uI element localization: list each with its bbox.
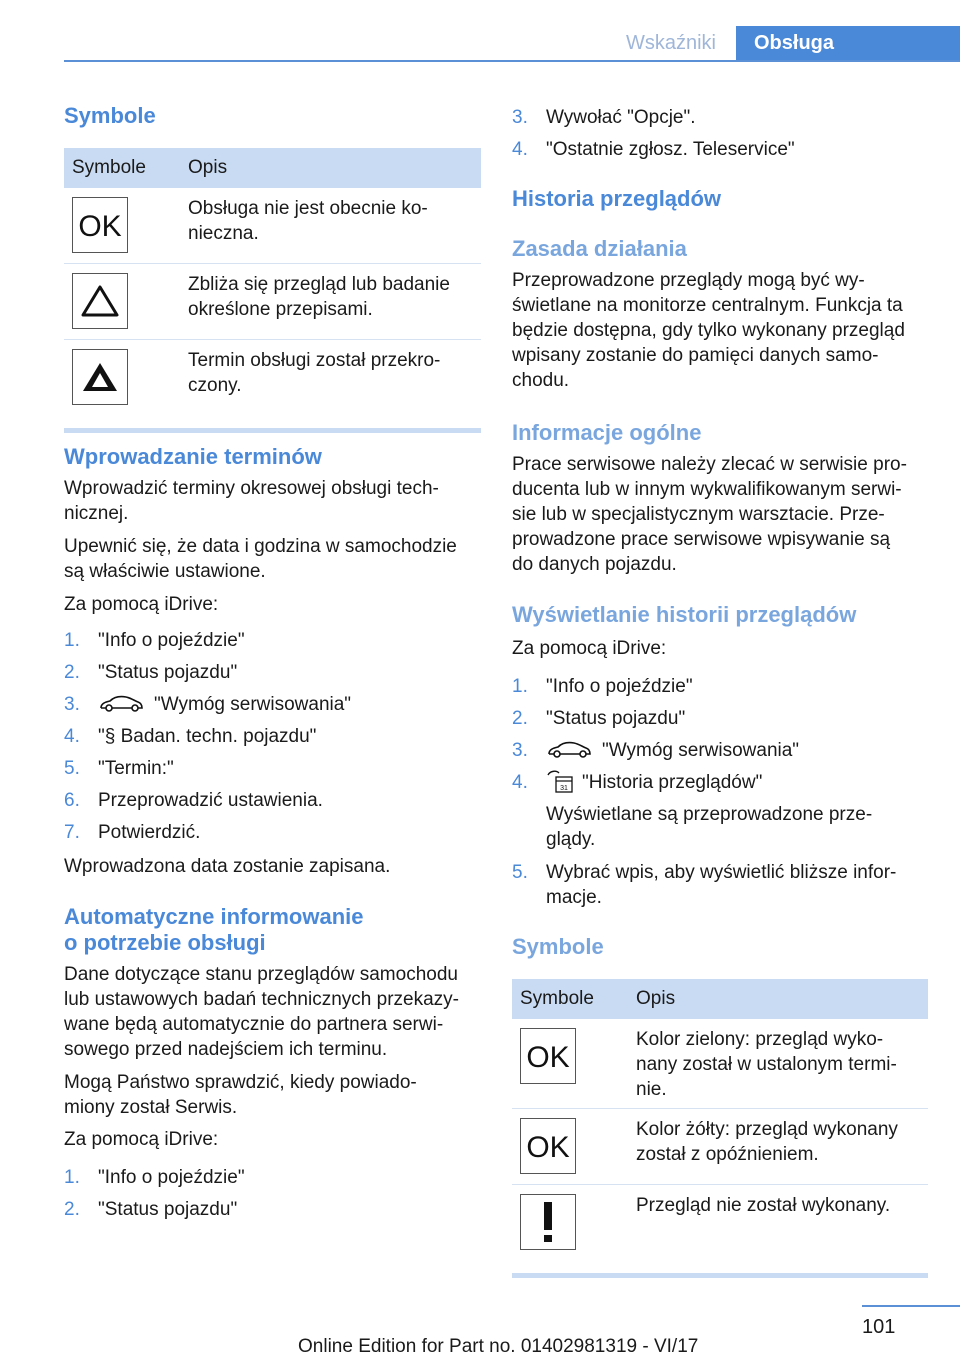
text-line: Przeprowadzone przeglądy mogą być wy- xyxy=(512,270,865,291)
step-number: 3. xyxy=(512,740,528,761)
section-title xyxy=(64,904,363,956)
list-item xyxy=(64,724,481,756)
col-desc-header: Opis xyxy=(636,988,676,1009)
ok-icon xyxy=(520,1118,576,1174)
paragraph xyxy=(64,1070,417,1120)
step-number: 1. xyxy=(64,1167,80,1188)
paragraph xyxy=(64,534,457,584)
text-line: wane będą automatycznie do partnera serwi- xyxy=(64,1014,444,1035)
svg-text:OK: OK xyxy=(526,1131,570,1161)
list-item xyxy=(64,788,481,820)
text-line: macje. xyxy=(546,887,602,908)
text-line: do danych pojazdu. xyxy=(512,554,677,575)
step-text: "Status pojazdu" xyxy=(546,708,686,729)
text-line: Wyświetlane są przeprowadzone prze- xyxy=(546,804,873,825)
step-number: 3. xyxy=(512,107,528,128)
step-text: "Termin:" xyxy=(98,758,174,779)
row-text: Kolor zielony: przegląd wyko- xyxy=(636,1029,884,1050)
row-text: Przegląd nie został wykonany. xyxy=(636,1195,891,1216)
step-number: 5. xyxy=(64,758,80,779)
list-item xyxy=(512,860,928,912)
paragraph xyxy=(64,476,439,526)
text-line: będzie dostępna, gdy tylko wykonany przegląd xyxy=(512,320,905,341)
step-text: Przeprowadzić ustawienia. xyxy=(98,790,323,811)
text-line: Prace serwisowe należy zlecać w serwisie pro- xyxy=(512,454,907,475)
text-line: Mogą Państwo sprawdzić, kiedy powiado- xyxy=(64,1072,417,1093)
text-line: są właściwie ustawione. xyxy=(64,561,266,582)
list-item xyxy=(64,1165,481,1197)
table-row xyxy=(512,1185,928,1261)
step-number: 2. xyxy=(512,708,528,729)
list-item xyxy=(64,820,481,852)
step-text: "Status pojazdu" xyxy=(98,662,238,683)
paragraph: Wprowadzona data zostanie zapisana. xyxy=(64,856,391,877)
list-item xyxy=(64,756,481,788)
row-text: czony. xyxy=(188,375,242,396)
text-line: nicznej. xyxy=(64,503,129,524)
step-number: 4. xyxy=(512,139,528,160)
header-divider xyxy=(64,60,960,62)
step-number: 7. xyxy=(64,822,80,843)
paragraph xyxy=(512,268,905,393)
paragraph: Za pomocą iDrive: xyxy=(64,594,219,615)
list-item xyxy=(64,628,481,660)
text-line: prowadzone prace serwisowe wpisywanie są xyxy=(512,529,891,550)
list-item xyxy=(64,692,481,724)
page-number: 101 xyxy=(862,1316,896,1338)
ok-icon xyxy=(72,197,128,253)
paragraph xyxy=(512,452,907,577)
symbols-heading-left: Symbole xyxy=(64,103,156,128)
row-text: Obsługa nie jest obecnie ko- xyxy=(188,198,428,219)
step-text: "Wymóg serwisowania" xyxy=(602,740,800,761)
step-text: "Historia przeglądów" xyxy=(582,772,763,793)
step-text: "Status pojazdu" xyxy=(98,1199,238,1220)
text-line: wpisany zostanie do pamięci danych samo- xyxy=(512,345,879,366)
symbols-table-left xyxy=(64,148,481,433)
section-title: Wprowadzanie terminów xyxy=(64,444,322,469)
paragraph xyxy=(64,962,459,1062)
step-text: "Info o pojeździe" xyxy=(98,630,245,651)
text-line: Upewnić się, że data i godzina w samochodzie xyxy=(64,536,457,557)
paragraph xyxy=(546,802,872,852)
step-number: 1. xyxy=(512,676,528,697)
text-line: glądy. xyxy=(546,829,596,850)
row-text: określone przepisami. xyxy=(188,299,373,320)
car-icon xyxy=(546,739,592,768)
step-text: "Wymóg serwisowania" xyxy=(154,694,352,715)
table-end-bar xyxy=(512,1273,928,1278)
text-line: ducenta lub w innym wykwalifikowanym serwi- xyxy=(512,479,902,500)
row-text: Kolor żółty: przegląd wykonany xyxy=(636,1119,898,1140)
list-item xyxy=(64,660,481,692)
col-symbol-header: Symbole xyxy=(72,157,146,178)
ok-icon xyxy=(520,1028,576,1084)
warning-triangle-filled-icon xyxy=(72,349,128,405)
table-row xyxy=(64,340,481,416)
title-line: Automatyczne informowanie xyxy=(64,904,364,929)
steps-list xyxy=(512,674,928,802)
table-header xyxy=(64,148,481,188)
list-item xyxy=(512,137,928,169)
table-header xyxy=(512,979,928,1019)
row-text: Termin obsługi został przekro- xyxy=(188,350,441,371)
tab-obsluga[interactable]: Obsługa xyxy=(736,26,960,62)
list-item xyxy=(512,706,928,738)
list-item xyxy=(512,738,928,770)
symbols-heading-right: Symbole xyxy=(512,934,604,959)
step-text: "Info o pojeździe" xyxy=(98,1167,245,1188)
symbols-table-right xyxy=(512,979,928,1278)
list-item xyxy=(64,1197,481,1229)
text-line: sowego przed nadejściem ich terminu. xyxy=(64,1039,388,1060)
step-number: 5. xyxy=(512,862,528,883)
table-row xyxy=(512,1019,928,1109)
row-text: nie. xyxy=(636,1079,667,1100)
col-desc-header: Opis xyxy=(188,157,228,178)
step-text: Potwierdzić. xyxy=(98,822,201,843)
service-calendar-icon xyxy=(546,767,576,802)
table-row xyxy=(64,264,481,340)
row-text: nany został w ustalonym termi- xyxy=(636,1054,897,1075)
step-number: 3. xyxy=(64,694,80,715)
tab-wskazniki[interactable]: Wskaźniki xyxy=(625,32,716,54)
step-text: Wywołać "Opcje". xyxy=(546,107,696,128)
section-title: Historia przeglądów xyxy=(512,186,722,211)
text-line: Dane dotyczące stanu przeglądów samochodu xyxy=(64,964,458,985)
paragraph: Za pomocą iDrive: xyxy=(512,638,667,659)
step-number: 6. xyxy=(64,790,80,811)
subsection-title: Informacje ogólne xyxy=(512,420,702,445)
steps-list xyxy=(512,860,928,912)
car-icon xyxy=(98,693,144,722)
title-line: o potrzebie obsługi xyxy=(64,930,266,955)
table-end-bar xyxy=(64,428,481,433)
steps-list xyxy=(64,628,481,852)
step-number: 4. xyxy=(512,772,528,793)
text-line: sie lub w specjalistycznym warsztacie. Prze- xyxy=(512,504,885,525)
warning-triangle-outline-icon xyxy=(72,273,128,329)
text-line: świetlane na monitorze centralnym. Funkcja ta xyxy=(512,295,903,316)
subsection-title: Zasada działania xyxy=(512,236,687,261)
text-line: Wprowadzić terminy okresowej obsługi tech- xyxy=(64,478,439,499)
subsection-title: Wyświetlanie historii przeglądów xyxy=(512,602,857,627)
step-number: 2. xyxy=(64,662,80,683)
edition-note: Online Edition for Part no. 01402981319 - VI/17 xyxy=(298,1336,699,1357)
exclamation-icon xyxy=(520,1194,576,1250)
step-number: 2. xyxy=(64,1199,80,1220)
step-text: "Info o pojeździe" xyxy=(546,676,693,697)
list-item xyxy=(512,770,928,802)
step-text: "§ Badan. techn. pojazdu" xyxy=(98,726,317,747)
step-number: 4. xyxy=(64,726,80,747)
text-line: Wybrać wpis, aby wyświetlić bliższe infor- xyxy=(546,862,897,883)
text-line: miony został Serwis. xyxy=(64,1097,238,1118)
row-text: nieczna. xyxy=(188,223,259,244)
svg-text:OK: OK xyxy=(78,210,122,240)
text-line: chodu. xyxy=(512,370,570,391)
step-text xyxy=(546,860,896,910)
svg-text:OK: OK xyxy=(526,1041,570,1071)
row-text: został z opóźnieniem. xyxy=(636,1144,819,1165)
paragraph: Za pomocą iDrive: xyxy=(64,1129,219,1150)
text-line: lub ustawowych badań technicznych przekazy- xyxy=(64,989,459,1010)
col-symbol-header: Symbole xyxy=(520,988,594,1009)
footer-divider xyxy=(862,1305,960,1307)
list-item xyxy=(512,105,928,137)
steps-list xyxy=(512,105,928,169)
table-row xyxy=(64,188,481,264)
list-item xyxy=(512,674,928,706)
steps-list xyxy=(64,1165,481,1229)
svg-text:31: 31 xyxy=(560,785,568,792)
step-text: "Ostatnie zgłosz. Teleservice" xyxy=(546,139,795,160)
table-row xyxy=(512,1109,928,1185)
step-number: 1. xyxy=(64,630,80,651)
row-text: Zbliża się przegląd lub badanie xyxy=(188,274,450,295)
